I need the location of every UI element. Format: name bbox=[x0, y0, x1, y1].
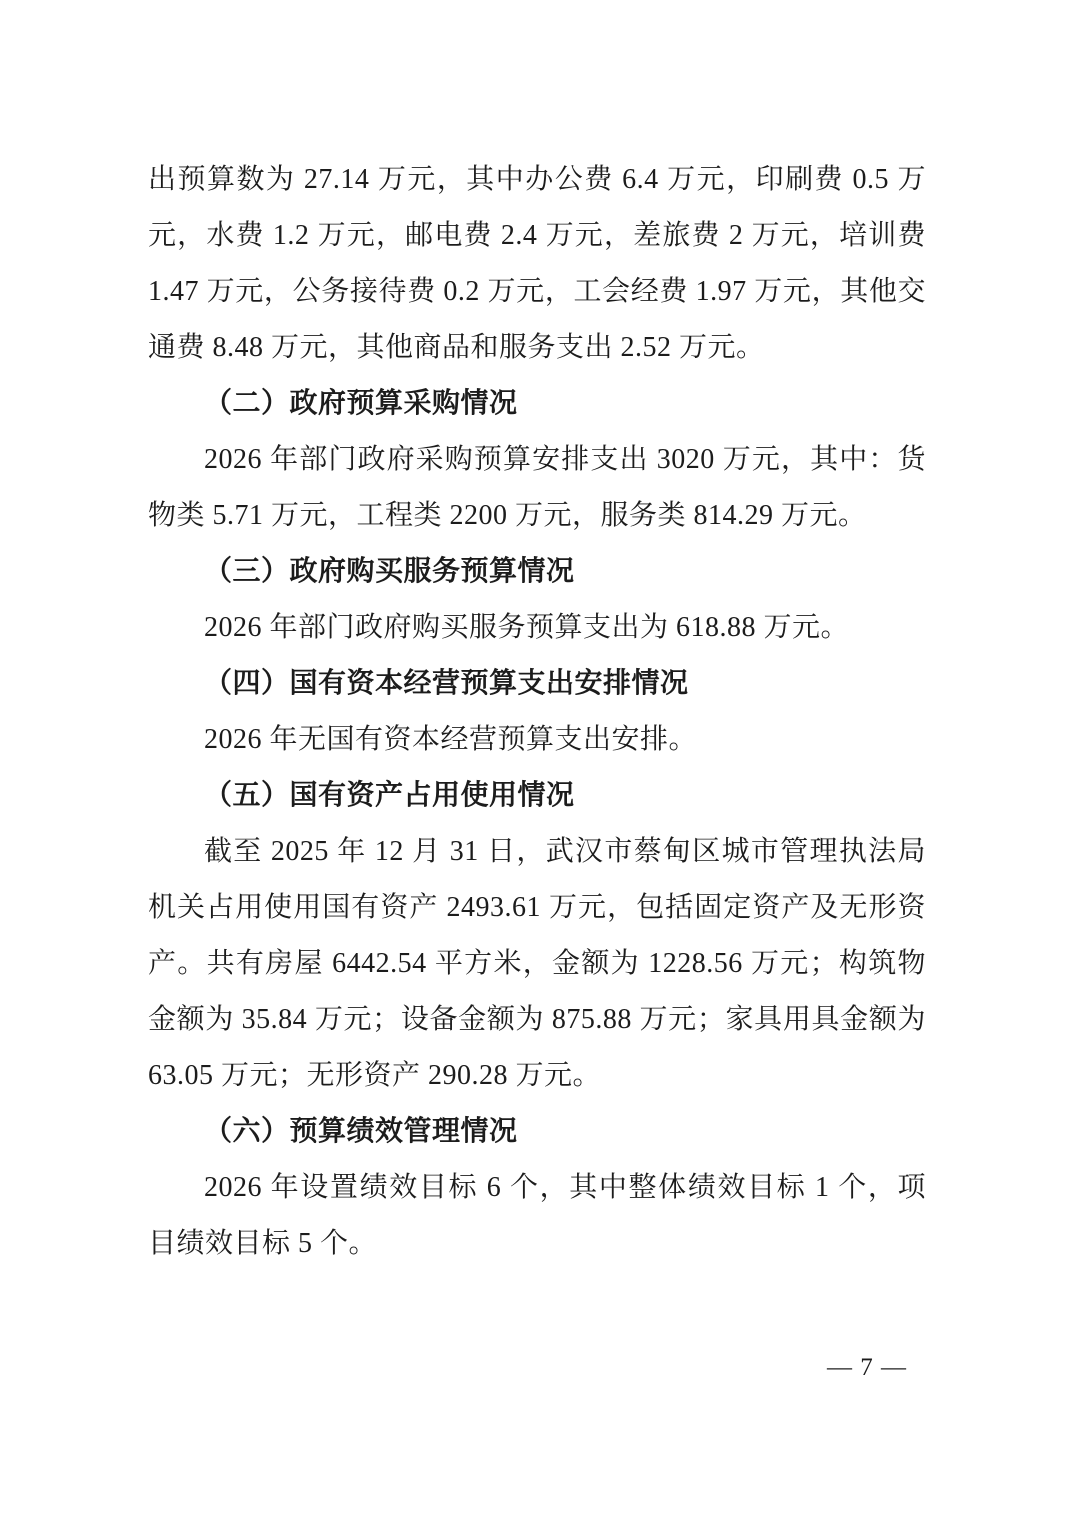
section-heading: （四）国有资本经营预算支出安排情况 bbox=[204, 668, 689, 699]
body-paragraph: 2026 年部门政府购买服务预算支出为 618.88 万元。 bbox=[204, 612, 850, 643]
body-paragraph: 2026 年无国有资本经营预算支出安排。 bbox=[204, 724, 698, 755]
page-number: — 7 — bbox=[827, 1354, 907, 1381]
document-content bbox=[148, 152, 926, 1272]
section-heading: （三）政府购买服务预算情况 bbox=[204, 556, 575, 587]
section-heading: （二）政府预算采购情况 bbox=[204, 388, 518, 419]
section-heading: （六）预算绩效管理情况 bbox=[204, 1116, 518, 1147]
body-paragraph: 截至 2025 年 12 月 31 日，武汉市蔡甸区城市管理执法局机关占用使用国有资产 2493.61 万元，包括固定资产及无形资产。共有房屋 6442.54 平方米，金额为 1228.56 万元；构筑物金额为 35.84 万元；设备金额为 875.88 万元；家具用具金额为 63.05 万元；无形资产 290.28 万元。 bbox=[148, 836, 926, 1091]
section-heading: （五）国有资产占用使用情况 bbox=[204, 780, 575, 811]
body-paragraph: 2026 年设置绩效目标 6 个，其中整体绩效目标 1 个，项目绩效目标 5 个。 bbox=[148, 1172, 926, 1259]
body-paragraph: 出预算数为 27.14 万元，其中办公费 6.4 万元，印刷费 0.5 万元，水费 1.2 万元，邮电费 2.4 万元，差旅费 2 万元，培训费 1.47 万元，公务接待费 0.2 万元，工会经费 1.97 万元，其他交通费 8.48 万元，其他商品和服务支出 2.52 万元。 bbox=[148, 164, 926, 363]
body-paragraph: 2026 年部门政府采购预算安排支出 3020 万元，其中：货物类 5.71 万元，工程类 2200 万元，服务类 814.29 万元。 bbox=[148, 444, 926, 531]
